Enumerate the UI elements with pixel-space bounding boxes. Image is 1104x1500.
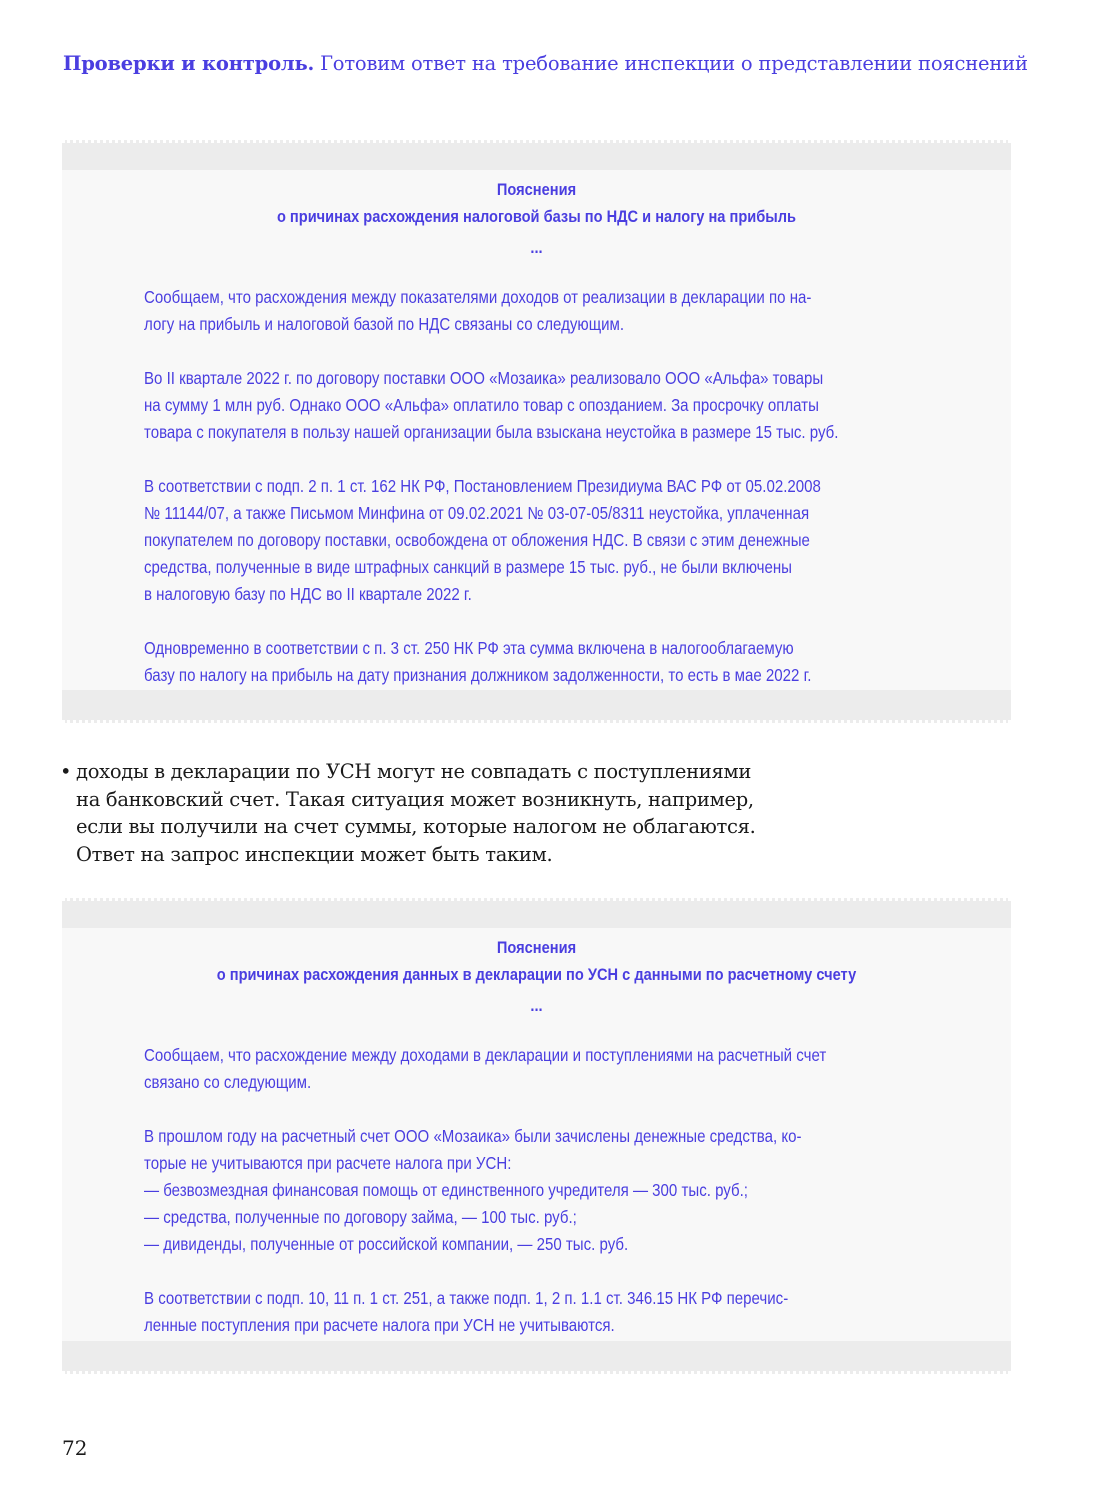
paragraph-line: на банковский счет. Такая ситуация может возникнуть, например, [76, 787, 754, 811]
text-line: № 11144/07, а также Письмом Минфина от 09.02.2021 № 03-07-05/8311 неустойка, уплаченная [144, 503, 810, 523]
text-line: связано со следующим. [144, 1072, 312, 1092]
text-line [144, 608, 935, 635]
text-line: Сообщаем, что расхождения между показателями доходов от реализации в декларации по на- [144, 287, 812, 307]
page-number: 72 [62, 1436, 88, 1460]
text-line [144, 446, 935, 473]
document-text [144, 284, 935, 689]
document-subtitle: о причинах расхождения данных в декларации по УСН с данными по расчетному счету [216, 965, 857, 984]
paragraph-line: Ответ на запрос инспекции может быть таким. [76, 842, 553, 866]
bullet-marker: • [60, 760, 72, 783]
document-ellipsis: ... [530, 996, 543, 1015]
text-line: в налоговую базу по НДС во II квартале 2022 г. [144, 584, 472, 604]
text-line: покупателем по договору поставки, освобождена от обложения НДС. В связи с этим денежные [144, 530, 810, 550]
document-top-edge [62, 898, 1011, 931]
document-box-vat-profit [62, 140, 1011, 723]
text-line: торые не учитываются при расчете налога при УСН: [144, 1153, 512, 1173]
document-ellipsis: ... [530, 238, 543, 257]
text-line: средства, полученные в виде штрафных санкций в размере 15 тыс. руб., не были включены [144, 557, 792, 577]
document-bottom-edge [62, 690, 1011, 723]
text-line: В соответствии с подп. 2 п. 1 ст. 162 НК РФ, Постановлением Президиума ВАС РФ от 05.02.2008 [144, 476, 821, 496]
document-bottom-edge [62, 1341, 1011, 1374]
text-line: — дивиденды, полученные от российской компании, — 250 тыс. руб. [144, 1234, 629, 1254]
text-line: — безвозмездная финансовая помощь от единственного учредителя — 300 тыс. руб.; [144, 1180, 748, 1200]
text-line: В прошлом году на расчетный счет ООО «Мозаика» были зачислены денежные средства, ко- [144, 1126, 802, 1146]
text-line: Одновременно в соответствии с п. 3 ст. 250 НК РФ эта сумма включена в налогооблагаемую [144, 638, 794, 658]
document-top-edge [62, 140, 1011, 173]
document-box-usn [62, 898, 1011, 1374]
document-text [144, 1042, 935, 1339]
text-line [144, 338, 935, 365]
paragraph-line: доходы в декларации по УСН могут не совпадать с поступлениями [76, 760, 752, 783]
text-line: Сообщаем, что расхождение между доходами в декларации и поступлениями на расчетный счет [144, 1045, 827, 1065]
document-title: Пояснения [496, 938, 577, 957]
text-line [144, 1096, 935, 1123]
text-line: Во II квартале 2022 г. по договору поставки ООО «Мозаика» реализовало ООО «Альфа» товары [144, 368, 824, 388]
document-title: Пояснения [496, 180, 577, 199]
text-line: — средства, полученные по договору займа, — 100 тыс. руб.; [144, 1207, 577, 1227]
text-line: ленные поступления при расчете налога при УСН не учитываются. [144, 1315, 615, 1335]
paragraph-line: если вы получили на счет суммы, которые налогом не облагаются. [76, 815, 756, 838]
page-header [63, 52, 1063, 75]
text-line: товара с покупателя в пользу нашей организации была взыскана неустойка в размере 15 тыс. руб. [144, 422, 839, 442]
text-line: базу по налогу на прибыль на дату признания должником задолженности, то есть в мае 2022 г. [144, 665, 812, 685]
section-title: Проверки и контроль. [63, 52, 315, 75]
bullet-paragraph [60, 758, 756, 868]
text-line: на сумму 1 млн руб. Однако ООО «Альфа» оплатило товар с опозданием. За просрочку оплаты [144, 395, 819, 415]
section-subtitle: Готовим ответ на требование инспекции о представлении пояснений [320, 52, 1028, 75]
text-line [144, 1258, 935, 1285]
text-line: В соответствии с подп. 10, 11 п. 1 ст. 251, а также подп. 1, 2 п. 1.1 ст. 346.15 НК РФ перечис- [144, 1288, 789, 1308]
document-subtitle: о причинах расхождения налоговой базы по НДС и налогу на прибыль [276, 207, 797, 226]
text-line: логу на прибыль и налоговой базой по НДС связаны со следующим. [144, 314, 625, 334]
